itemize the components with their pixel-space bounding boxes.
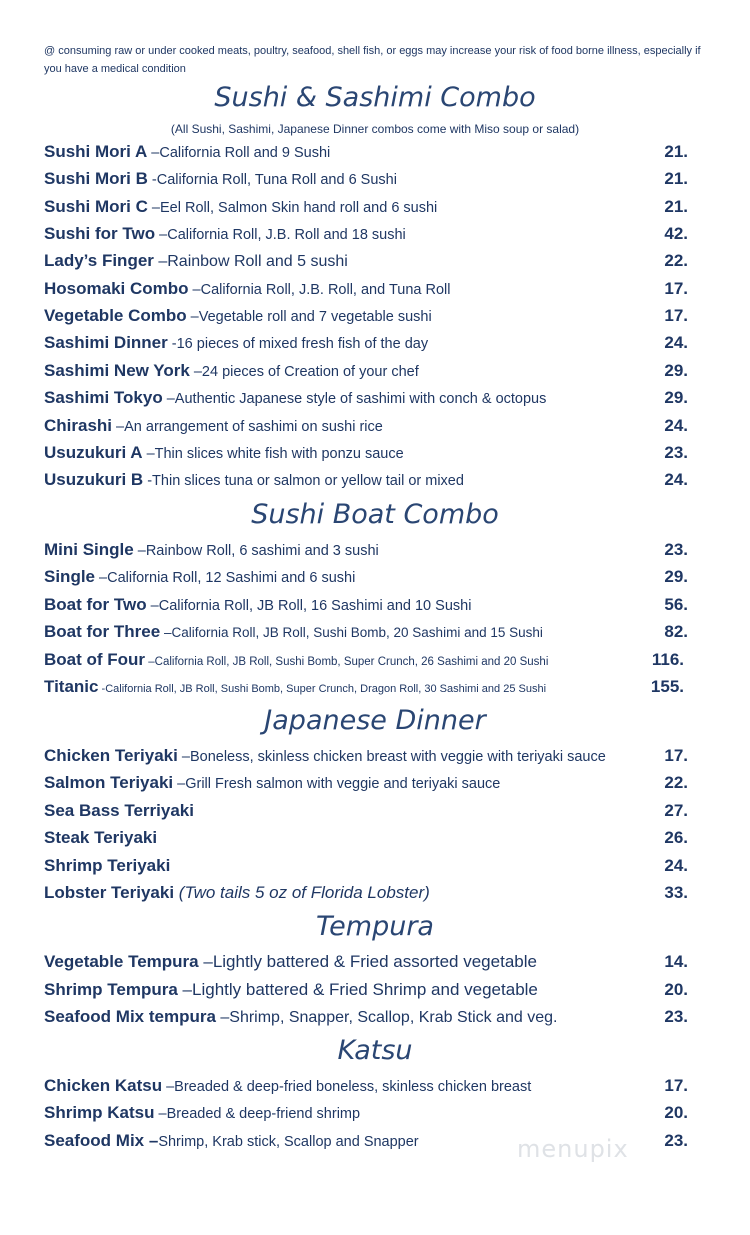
item-desc: –Authentic Japanese style of sashimi with conch & octopus: [162, 391, 547, 407]
item-desc: –Rainbow Roll and 5 sushi: [153, 253, 348, 270]
item-name: Sushi for Two: [44, 224, 156, 243]
item-price: 29.: [664, 361, 688, 380]
menu-item: [44, 1074, 688, 1098]
item-name: Sashimi Tokyo: [44, 388, 163, 407]
menu-item: [44, 1005, 688, 1029]
item-name: Boat of Four: [44, 650, 146, 669]
item-desc: –Breaded & deep-friend shrimp: [154, 1106, 361, 1122]
menu-item: [44, 978, 688, 1002]
item-name: Chirashi: [44, 416, 113, 435]
item-name: Single: [44, 567, 96, 586]
item-desc: (Two tails 5 oz of Florida Lobster): [174, 883, 430, 902]
menu-item: [44, 1101, 688, 1125]
item-desc: –An arrangement of sashimi on sushi rice: [112, 419, 383, 435]
menu-item: [44, 771, 688, 795]
item-price: 22.: [664, 773, 688, 792]
item-price: 17.: [664, 279, 688, 298]
item-name: Hosomaki Combo: [44, 279, 189, 298]
item-desc: –California Roll, JB Roll, 16 Sashimi and 10 Sushi: [146, 598, 472, 614]
item-price: 33.: [664, 883, 688, 902]
item-desc: -16 pieces of mixed fresh fish of the day: [167, 336, 429, 352]
item-price: 23.: [664, 540, 688, 559]
item-desc: -Thin slices tuna or salmon or yellow tail or mixed: [143, 473, 464, 489]
item-desc: –California Roll, JB Roll, Sushi Bomb, 20 Sashimi and 15 Sushi: [160, 625, 543, 640]
item-price: 21.: [664, 142, 688, 161]
item-price: 116.: [651, 650, 684, 669]
menu-item: [44, 565, 688, 589]
item-desc: –Boneless, skinless chicken breast with veggie with teriyaki sauce: [177, 749, 606, 765]
item-desc: –California Roll, J.B. Roll, and Tuna Roll: [188, 282, 451, 298]
item-price: 24.: [664, 333, 688, 352]
item-price: 42.: [664, 224, 688, 243]
item-desc: –California Roll and 9 Sushi: [147, 145, 331, 161]
item-price: 14.: [664, 952, 688, 971]
menu-item: [44, 277, 688, 301]
item-price: 29.: [664, 388, 688, 407]
item-name: Sea Bass Terriyaki: [44, 801, 194, 820]
section-title-sushi-boat: Sushi Boat Combo: [251, 499, 499, 530]
menu-item: [44, 140, 688, 164]
item-name: Titanic: [44, 677, 99, 696]
item-name: Seafood Mix –: [44, 1131, 159, 1150]
item-name: Shrimp Katsu: [44, 1103, 155, 1122]
menu-item: [44, 386, 688, 410]
item-desc: –Shrimp, Snapper, Scallop, Krab Stick and veg.: [215, 1009, 558, 1026]
item-desc: –24 pieces of Creation of your chef: [189, 364, 419, 380]
item-price: 20.: [664, 980, 688, 999]
item-name: Mini Single: [44, 540, 134, 559]
item-price: 29.: [664, 567, 688, 586]
item-name: Sushi Mori A: [44, 142, 148, 161]
item-desc: –Lightly battered & Fried assorted vegetable: [198, 952, 537, 971]
menu-item: [44, 826, 688, 850]
item-name: Shrimp Teriyaki: [44, 856, 171, 875]
item-desc: -California Roll, Tuna Roll and 6 Sushi: [147, 172, 397, 188]
item-price: 20.: [664, 1103, 688, 1122]
menu-item: [44, 414, 688, 438]
item-name: Shrimp Tempura: [44, 980, 178, 999]
menu-item: [44, 249, 688, 273]
combo-note: (All Sushi, Sashimi, Japanese Dinner combos come with Miso soup or salad): [170, 122, 580, 136]
item-price: 82.: [664, 622, 688, 641]
item-name: Boat for Two: [44, 595, 147, 614]
item-desc: –California Roll, J.B. Roll and 18 sushi: [155, 227, 406, 243]
item-price: 24.: [664, 856, 688, 875]
item-name: Vegetable Combo: [44, 306, 187, 325]
item-price: 24.: [664, 470, 688, 489]
item-name: Salmon Teriyaki: [44, 773, 174, 792]
menu-item: [44, 744, 688, 768]
section-title-katsu: Katsu: [337, 1035, 413, 1066]
item-name: Sushi Mori C: [44, 197, 148, 216]
item-price: 23.: [664, 1131, 688, 1150]
menu-item: [44, 441, 688, 465]
item-desc: –Vegetable roll and 7 vegetable sushi: [186, 309, 432, 325]
item-price: 23.: [664, 443, 688, 462]
menu-item: [44, 222, 688, 246]
item-name: Steak Teriyaki: [44, 828, 158, 847]
menu-item: [44, 359, 688, 383]
item-desc: -California Roll, JB Roll, Sushi Bomb, Super Crunch, Dragon Roll, 30 Sashimi and 25 Sushi: [98, 683, 547, 695]
item-desc: –California Roll, 12 Sashimi and 6 sushi: [95, 570, 356, 586]
item-name: Seafood Mix tempura: [44, 1007, 216, 1026]
menu-item: [44, 881, 688, 905]
menu-item: [44, 195, 688, 219]
menu-item: [44, 799, 688, 823]
item-price: 23.: [664, 1007, 688, 1026]
food-safety-disclaimer: @ consuming raw or under cooked meats, poultry, seafood, shell fish, or eggs may increase your risk of food borne illness, especially if you have a medical condition: [44, 45, 701, 75]
menu-item: [44, 950, 688, 974]
item-name: Lady’s Finger: [44, 251, 154, 270]
menupix-watermark: menupix: [517, 1135, 629, 1163]
item-price: 22.: [664, 251, 688, 270]
item-desc: –Breaded & deep-fried boneless, skinless chicken breast: [162, 1079, 532, 1095]
item-name: Chicken Katsu: [44, 1076, 163, 1095]
item-price: 21.: [664, 169, 688, 188]
item-price: 21.: [664, 197, 688, 216]
item-name: Chicken Teriyaki: [44, 746, 178, 765]
item-desc: –Lightly battered & Fried Shrimp and vegetable: [177, 980, 538, 999]
menu-item: [44, 331, 688, 355]
item-name: Lobster Teriyaki: [44, 883, 175, 902]
section-title-japanese-dinner: Japanese Dinner: [264, 705, 486, 736]
menu-item: [44, 538, 688, 562]
menu-item: [44, 675, 688, 699]
item-name: Sashimi Dinner: [44, 333, 168, 352]
menu-item: [44, 648, 688, 672]
item-price: 17.: [664, 1076, 688, 1095]
item-desc: –California Roll, JB Roll, Sushi Bomb, Super Crunch, 26 Sashimi and 20 Sushi: [145, 656, 549, 668]
menu-item: [44, 167, 688, 191]
item-name: Sushi Mori B: [44, 169, 148, 188]
item-price: 155.: [650, 677, 684, 696]
item-price: 56.: [664, 595, 688, 614]
item-name: Vegetable Tempura: [44, 952, 199, 971]
item-price: 17.: [664, 306, 688, 325]
item-name: Sashimi New York: [44, 361, 190, 380]
section-title-sushi-sashimi: Sushi & Sashimi Combo: [214, 82, 536, 113]
item-price: 17.: [664, 746, 688, 765]
item-price: 26.: [664, 828, 688, 847]
item-name: Boat for Three: [44, 622, 161, 641]
menu-item: [44, 854, 688, 878]
menu-item: [44, 468, 688, 492]
item-name: Usuzukuri B: [44, 470, 144, 489]
item-desc: Shrimp, Krab stick, Scallop and Snapper: [158, 1134, 419, 1150]
item-price: 24.: [664, 416, 688, 435]
item-name: Usuzukuri A: [44, 443, 143, 462]
item-desc: –Thin slices white fish with ponzu sauce: [142, 446, 404, 462]
menu-item: [44, 620, 688, 644]
menu-item: [44, 593, 688, 617]
item-desc: –Eel Roll, Salmon Skin hand roll and 6 sushi: [147, 200, 438, 216]
item-desc: –Rainbow Roll, 6 sashimi and 3 sushi: [133, 543, 379, 559]
item-desc: –Grill Fresh salmon with veggie and teriyaki sauce: [173, 776, 501, 792]
menu-item: [44, 304, 688, 328]
item-price: 27.: [664, 801, 688, 820]
section-title-tempura: Tempura: [316, 911, 434, 942]
